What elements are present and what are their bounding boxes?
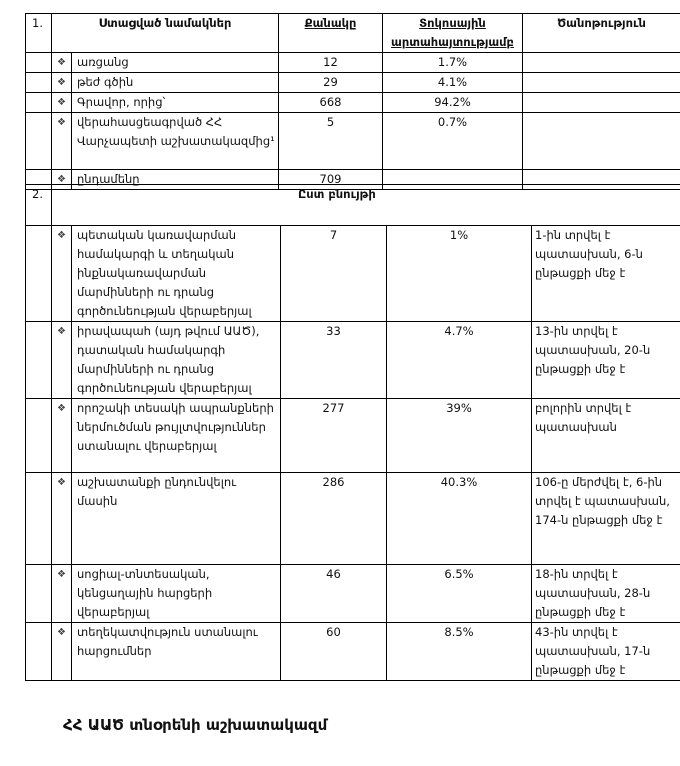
table-row: ❖ սոցիալ-տնտեսական, կենցաղային հարցերի վերաբերյալ 46 6.5% 18-ին տրվել է պատասխան, 28-ն ընթացքի մեջ է (26, 565, 680, 623)
section-title: Ըստ բնույթի (52, 185, 680, 226)
table-row: ❖ որոշակի տեսակի ապրանքների ներմուծման թույլտվություններ ստանալու վերաբերյալ 277 39% բոլորին տրվել է պատասխան (26, 399, 680, 473)
bullet-icon: ❖ (52, 226, 72, 322)
section1-header-row (26, 14, 680, 53)
section-number: 1. (26, 14, 52, 53)
table-row: ❖ աշխատանքի ընդունվելու մասին 286 40.3% 106-ը մերժվել է, 6-ին տրվել է պատասխան, 174-ն ընթացքի մեջ է (26, 473, 680, 565)
table-row: ❖ առցանց 12 1.7% (26, 53, 680, 73)
table-row: ❖ պետական կառավարման համակարգի և տեղական ինքնակառավարման մարմինների ու դրանց գործունեության վերաբերյալ 7 1% 1-ին տրվել է պատասխան, 6-ն ընթացքի մեջ է (26, 226, 680, 322)
bullet-icon: ❖ (52, 473, 72, 565)
table-row: ❖ թեժ գծին 29 4.1% (26, 73, 680, 93)
table-row: ❖ Գրավոր, որից՝ 668 94.2% (26, 93, 680, 113)
column-header-count: Քանակը (279, 14, 383, 53)
bullet-icon: ❖ (52, 53, 72, 73)
table-row: ❖ տեղեկատվություն ստանալու հարցումներ 60 8.5% 43-ին տրվել է պատասխան, 17-ն ընթացքի մեջ է (26, 623, 680, 681)
bullet-icon: ❖ (52, 113, 72, 170)
letters-received-table (25, 13, 680, 190)
bullet-icon: ❖ (52, 322, 72, 399)
table-row-total: ❖ ընդամենը 709 (26, 170, 680, 190)
section2-header-row (26, 185, 680, 226)
section-number: 2. (26, 185, 52, 226)
bullet-icon: ❖ (52, 565, 72, 623)
by-nature-table (25, 184, 680, 681)
footer-signature: ՀՀ ԱԱԾ տնօրենի աշխատակազմ (63, 716, 328, 734)
bullet-icon: ❖ (52, 623, 72, 681)
column-header-note: Ծանոթություն (523, 14, 680, 53)
bullet-icon: ❖ (52, 73, 72, 93)
table-row: ❖ վերահասցեագրված ՀՀ Վարչապետի աշխատակազմից¹ 5 0.7% (26, 113, 680, 170)
bullet-icon: ❖ (52, 170, 72, 190)
column-header-percent: Տոկոսային արտահայտությամբ (383, 14, 523, 53)
bullet-icon: ❖ (52, 399, 72, 473)
column-header-title: Ստացված նամակներ (52, 14, 279, 53)
bullet-icon: ❖ (52, 93, 72, 113)
table-row: ❖ իրավապահ (այդ թվում ԱԱԾ), դատական համակարգի մարմինների ու դրանց գործունեության վերաբերյալ 33 4.7% 13-ին տրվել է պատասխան, 20-ն ընթացքի մեջ է (26, 322, 680, 399)
